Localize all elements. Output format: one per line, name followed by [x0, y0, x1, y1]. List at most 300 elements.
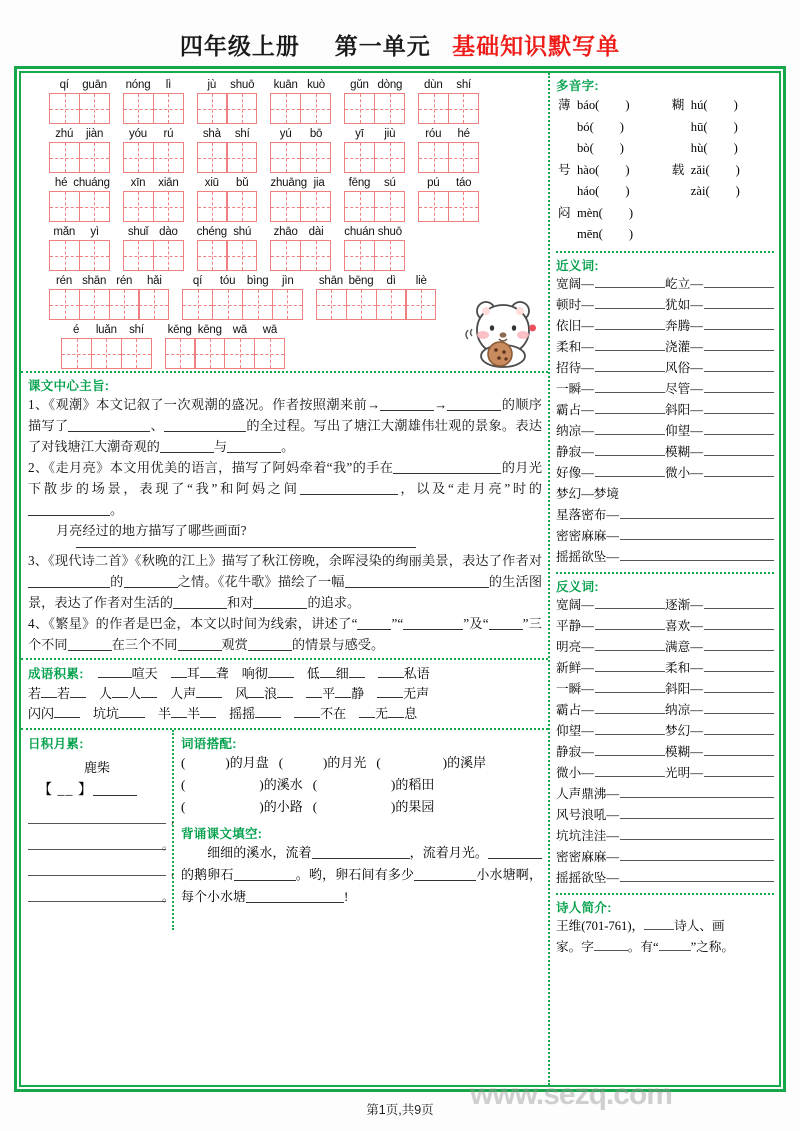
- fill-blank[interactable]: [320, 677, 336, 678]
- idiom-text: 若: [57, 686, 71, 701]
- static-text: 与: [213, 439, 228, 454]
- polyphone-character: [672, 225, 689, 245]
- fill-blank[interactable]: [704, 421, 774, 435]
- pinyin-syllable: rén: [116, 275, 133, 287]
- fill-blank[interactable]: [306, 697, 322, 698]
- word-pair[interactable]: [556, 826, 774, 847]
- character-write-box[interactable]: [212, 289, 243, 320]
- word-pair[interactable]: [556, 763, 665, 784]
- fill-blank[interactable]: [378, 677, 404, 678]
- character-write-box[interactable]: [182, 289, 213, 320]
- character-write-box[interactable]: [418, 93, 449, 124]
- polyphone-reading[interactable]: bò( ): [577, 141, 624, 155]
- pinyin-syllable: chéng: [196, 226, 227, 238]
- character-write-box[interactable]: [153, 93, 184, 124]
- fill-blank[interactable]: [359, 717, 375, 718]
- idiom-text: 浪: [264, 686, 278, 701]
- fill-blank[interactable]: [595, 274, 665, 288]
- fill-blank[interactable]: [253, 608, 307, 609]
- fill-blank[interactable]: [704, 700, 774, 714]
- fill-blank[interactable]: [704, 337, 774, 351]
- fill-blank[interactable]: [171, 677, 187, 678]
- word-prompt: 霸占—: [556, 702, 594, 717]
- collocation-row: [181, 752, 542, 774]
- word-pair[interactable]: [556, 679, 665, 700]
- word-pair[interactable]: [556, 463, 665, 484]
- word-prompt: 仰望—: [556, 723, 594, 738]
- collocation-item[interactable]: ( )的溪水: [181, 777, 303, 792]
- character-write-box[interactable]: [272, 289, 303, 320]
- word-pair[interactable]: [665, 400, 774, 421]
- word-pair[interactable]: [556, 721, 665, 742]
- word-prompt: 人声鼎沸—: [556, 786, 619, 801]
- word-pair[interactable]: [665, 316, 774, 337]
- character-write-box[interactable]: [79, 240, 110, 271]
- fill-blank[interactable]: [380, 410, 434, 411]
- fill-blank[interactable]: [595, 400, 665, 414]
- character-write-box[interactable]: [254, 338, 285, 369]
- poem-title: 鹿柴: [83, 760, 110, 775]
- collocation-item[interactable]: ( )的稻田: [312, 777, 435, 792]
- pinyin-word-group: [197, 175, 258, 222]
- character-write-box[interactable]: [448, 191, 479, 222]
- word-prompt: 摇摇欲坠—: [556, 549, 619, 564]
- fill-blank[interactable]: [595, 463, 665, 477]
- word-pair[interactable]: [556, 637, 665, 658]
- fill-blank[interactable]: [28, 515, 110, 516]
- fill-blank[interactable]: [620, 847, 774, 861]
- character-write-box[interactable]: [61, 338, 92, 369]
- word-prompt: 柔和—: [556, 339, 594, 354]
- character-write-box[interactable]: [418, 142, 449, 173]
- word-pair[interactable]: [665, 637, 774, 658]
- fill-blank[interactable]: [704, 295, 774, 309]
- fill-blank[interactable]: [595, 337, 665, 351]
- word-pair[interactable]: [665, 421, 774, 442]
- word-pair[interactable]: [665, 442, 774, 463]
- grade-label: 四年级上册: [179, 33, 300, 59]
- fill-blank[interactable]: [704, 721, 774, 735]
- fill-blank[interactable]: [112, 697, 128, 698]
- fill-blank[interactable]: [200, 677, 216, 678]
- fill-blank[interactable]: [28, 587, 110, 588]
- word-pair[interactable]: [556, 805, 774, 826]
- fill-blank[interactable]: [414, 880, 476, 881]
- fill-blank[interactable]: [377, 697, 403, 698]
- fill-blank[interactable]: [227, 452, 281, 453]
- fill-blank[interactable]: [620, 547, 774, 561]
- word-prompt: 模糊—: [665, 444, 703, 459]
- word-pair[interactable]: [665, 616, 774, 637]
- static-text: 的全过程。写出了塘江大潮雄伟壮观的景象。表达了对钱塘江大潮奇观的: [28, 418, 543, 454]
- character-write-box[interactable]: [197, 93, 228, 124]
- character-write-box[interactable]: [300, 93, 331, 124]
- fill-blank[interactable]: [704, 595, 774, 609]
- polyphone-reading[interactable]: hū( ): [690, 119, 738, 134]
- static-text: 。: [110, 502, 124, 517]
- character-write-box[interactable]: [79, 191, 110, 222]
- word-pair[interactable]: [665, 295, 774, 316]
- fill-blank[interactable]: [164, 431, 246, 432]
- collocation-noun: 的小路: [263, 799, 303, 814]
- fill-blank[interactable]: [595, 637, 665, 651]
- word-pair[interactable]: [556, 658, 665, 679]
- word-pair[interactable]: [665, 274, 774, 295]
- character-write-box[interactable]: [197, 142, 228, 173]
- idiom-text: 人: [99, 686, 113, 701]
- fill-blank[interactable]: [704, 742, 774, 756]
- character-write-box[interactable]: [344, 93, 375, 124]
- character-write-box[interactable]: [165, 338, 196, 369]
- fill-blank[interactable]: [141, 697, 157, 698]
- collocation-item[interactable]: ( )的果园: [312, 799, 435, 814]
- pinyin-syllable: rú: [163, 128, 174, 140]
- item-number: 4、: [28, 616, 49, 631]
- polyphone-character: [672, 118, 689, 138]
- word-pair[interactable]: [556, 505, 774, 526]
- fill-blank[interactable]: [98, 677, 132, 678]
- word-pair[interactable]: [556, 274, 665, 295]
- fill-blank[interactable]: [312, 858, 410, 859]
- fill-blank[interactable]: [595, 442, 665, 456]
- character-write-box[interactable]: [270, 191, 301, 222]
- polyphone-reading[interactable]: zǎi( ): [690, 162, 740, 177]
- character-write-box[interactable]: [448, 93, 479, 124]
- word-pair[interactable]: [556, 595, 665, 616]
- word-pair[interactable]: [556, 700, 665, 721]
- page-footer: 第1页,共9页: [366, 1103, 434, 1117]
- word-pair[interactable]: [665, 658, 774, 679]
- word-pair[interactable]: [556, 442, 665, 463]
- fill-blank[interactable]: [388, 717, 404, 718]
- word-pair[interactable]: [665, 463, 774, 484]
- word-prompt: 顿时—: [556, 297, 594, 312]
- word-pair[interactable]: [556, 868, 774, 889]
- character-write-box[interactable]: [153, 240, 184, 271]
- collocation-heading: 词语搭配:: [181, 737, 237, 751]
- fill-blank[interactable]: [393, 473, 447, 474]
- character-write-box[interactable]: [405, 289, 436, 320]
- character-write-box[interactable]: [123, 93, 154, 124]
- character-write-box[interactable]: [138, 289, 169, 320]
- polyphone-reading[interactable]: hù( ): [690, 141, 738, 155]
- fill-blank[interactable]: [417, 587, 489, 588]
- idiom-text: 摇摇: [229, 706, 256, 721]
- fill-blank[interactable]: [595, 595, 665, 609]
- fill-blank[interactable]: [595, 421, 665, 435]
- character-write-box[interactable]: [197, 191, 228, 222]
- word-pair[interactable]: [556, 337, 665, 358]
- fill-blank[interactable]: [345, 587, 417, 588]
- fill-blank[interactable]: [268, 677, 294, 678]
- idiom-text: 无: [375, 706, 389, 721]
- fill-blank[interactable]: [178, 650, 222, 651]
- character-write-box[interactable]: [49, 240, 80, 271]
- character-write-box[interactable]: [123, 142, 154, 173]
- collocation-row: [181, 774, 542, 796]
- collocation-item[interactable]: ( )的月光: [278, 755, 367, 770]
- word-prompt: 宽阔—: [556, 597, 594, 612]
- character-write-box[interactable]: [153, 142, 184, 173]
- fill-blank[interactable]: [173, 608, 227, 609]
- character-write-box[interactable]: [418, 191, 449, 222]
- polyphone-character: 薄: [558, 98, 571, 112]
- fill-blank[interactable]: [595, 679, 665, 693]
- character-write-box[interactable]: [270, 93, 301, 124]
- character-write-box[interactable]: [374, 191, 405, 222]
- fill-blank[interactable]: [704, 679, 774, 693]
- character-write-box[interactable]: [153, 191, 184, 222]
- word-prompt: 明亮—: [556, 639, 594, 654]
- word-prompt: 静寂—: [556, 444, 594, 459]
- word-pair[interactable]: [665, 595, 774, 616]
- character-write-box[interactable]: [49, 289, 80, 320]
- doc-type-label: 基础知识默写单: [452, 33, 621, 59]
- fill-blank[interactable]: [595, 616, 665, 630]
- watermark: www.sezq.com: [470, 1078, 672, 1111]
- word-pair[interactable]: [556, 295, 665, 316]
- polyphone-reading[interactable]: mēn( ): [577, 227, 634, 241]
- answer-line[interactable]: [76, 547, 416, 548]
- pinyin-word-group: [344, 224, 405, 271]
- fill-blank[interactable]: [704, 763, 774, 777]
- pinyin-word-group: [197, 224, 258, 271]
- polyphone-character: [558, 225, 575, 245]
- character-write-box[interactable]: [49, 93, 80, 124]
- pinyin-word-group: [123, 175, 184, 222]
- poem-author-bracket: 【 __ 】: [38, 779, 166, 799]
- fill-blank[interactable]: [704, 358, 774, 372]
- idiom-text: 不在: [320, 706, 347, 721]
- character-write-box[interactable]: [374, 142, 405, 173]
- fill-blank[interactable]: [124, 587, 178, 588]
- character-write-box[interactable]: [344, 142, 375, 173]
- character-write-box[interactable]: [346, 289, 377, 320]
- page-title: [0, 0, 800, 61]
- pinyin-syllable: kuò: [307, 79, 326, 91]
- character-write-box[interactable]: [300, 240, 331, 271]
- character-write-box[interactable]: [226, 191, 257, 222]
- idiom-text: 喧天: [131, 666, 158, 681]
- fill-blank[interactable]: [335, 697, 351, 698]
- collocation-item[interactable]: ( )的月盘: [181, 755, 269, 770]
- character-write-box[interactable]: [300, 142, 331, 173]
- fill-blank[interactable]: [620, 805, 774, 819]
- word-pair[interactable]: [556, 421, 665, 442]
- collocation-item[interactable]: ( )的小路: [181, 799, 303, 814]
- polyphone-reading[interactable]: báo( ): [577, 98, 630, 112]
- poem-blank-line[interactable]: [28, 831, 174, 852]
- polyphone-character: 闷: [558, 205, 571, 220]
- word-pair[interactable]: [665, 742, 774, 763]
- pinyin-syllable: bō: [309, 128, 323, 140]
- polyphone-reading[interactable]: bó( ): [577, 119, 624, 134]
- fill-blank[interactable]: [349, 677, 365, 678]
- static-text: 。哟，卵石间有多少: [295, 867, 415, 882]
- fill-blank[interactable]: [595, 721, 665, 735]
- fill-blank[interactable]: [403, 629, 437, 630]
- fill-blank[interactable]: [447, 410, 501, 411]
- fill-blank[interactable]: [300, 494, 398, 495]
- character-write-box[interactable]: [344, 191, 375, 222]
- fill-blank[interactable]: [704, 616, 774, 630]
- word-pair[interactable]: [665, 337, 774, 358]
- polyphone-reading[interactable]: zài( ): [690, 184, 740, 198]
- fill-blank[interactable]: [68, 650, 112, 651]
- character-write-box[interactable]: [374, 240, 405, 271]
- polyphone-reading[interactable]: háo( ): [577, 184, 630, 198]
- pinyin-word-group: [123, 77, 184, 124]
- fill-blank[interactable]: [488, 858, 542, 859]
- character-write-box[interactable]: [49, 142, 80, 173]
- word-pair[interactable]: [556, 358, 665, 379]
- static-text: 的: [110, 574, 124, 589]
- collocation-item[interactable]: ( )的溪岸: [376, 755, 487, 770]
- word-pair[interactable]: [665, 379, 774, 400]
- fill-blank[interactable]: [196, 697, 222, 698]
- character-write-box[interactable]: [374, 93, 405, 124]
- fill-blank[interactable]: [119, 717, 145, 718]
- poem-blank-line[interactable]: [28, 857, 174, 878]
- pinyin-syllable: luǎn: [95, 324, 117, 336]
- fill-blank[interactable]: [255, 717, 281, 718]
- word-pair[interactable]: [556, 526, 774, 547]
- character-write-box[interactable]: [316, 289, 347, 320]
- character-write-box[interactable]: [123, 191, 154, 222]
- word-pair[interactable]: [665, 679, 774, 700]
- character-write-box[interactable]: [344, 240, 375, 271]
- idiom-text: 坑坑: [93, 706, 120, 721]
- fill-blank[interactable]: [595, 763, 665, 777]
- idiom-text: 息: [404, 706, 418, 721]
- fill-blank[interactable]: [160, 452, 214, 453]
- pinyin-row: [21, 77, 548, 124]
- fill-blank[interactable]: [595, 658, 665, 672]
- fill-blank[interactable]: [70, 697, 86, 698]
- character-write-box[interactable]: [91, 338, 122, 369]
- word-pair[interactable]: [556, 379, 665, 400]
- character-write-box[interactable]: [376, 289, 407, 320]
- fill-blank[interactable]: [620, 868, 774, 882]
- fill-blank[interactable]: [41, 697, 57, 698]
- fill-blank[interactable]: [704, 637, 774, 651]
- fill-blank[interactable]: [704, 379, 774, 393]
- character-write-box[interactable]: [224, 338, 255, 369]
- fill-blank[interactable]: [54, 717, 80, 718]
- text-gist-section: [21, 373, 548, 658]
- fill-blank[interactable]: [248, 697, 264, 698]
- fill-blank[interactable]: [704, 658, 774, 672]
- character-write-box[interactable]: [194, 338, 225, 369]
- word-pair[interactable]: [665, 700, 774, 721]
- word-pair[interactable]: [556, 742, 665, 763]
- character-write-box[interactable]: [79, 142, 110, 173]
- fill-blank[interactable]: [704, 400, 774, 414]
- character-write-box[interactable]: [226, 240, 257, 271]
- character-write-box[interactable]: [270, 142, 301, 173]
- poem-blank-line[interactable]: [28, 883, 174, 904]
- word-pair[interactable]: [556, 616, 665, 637]
- fill-blank[interactable]: [171, 717, 187, 718]
- character-write-box[interactable]: [79, 289, 110, 320]
- fill-blank[interactable]: [595, 358, 665, 372]
- word-pair[interactable]: [556, 847, 774, 868]
- fill-blank[interactable]: [704, 442, 774, 456]
- idiom-section: [21, 660, 548, 728]
- fill-blank[interactable]: [620, 784, 774, 798]
- character-write-box[interactable]: [79, 93, 110, 124]
- fill-blank[interactable]: [234, 880, 296, 881]
- character-write-box[interactable]: [300, 191, 331, 222]
- word-pair[interactable]: [665, 358, 774, 379]
- fill-blank[interactable]: [704, 274, 774, 288]
- character-write-box[interactable]: [448, 142, 479, 173]
- fill-blank[interactable]: [437, 629, 463, 630]
- fill-blank[interactable]: [704, 463, 774, 477]
- word-pair[interactable]: [665, 721, 774, 742]
- fill-blank[interactable]: [489, 629, 523, 630]
- word-pair[interactable]: [556, 400, 665, 421]
- word-pair[interactable]: [556, 784, 774, 805]
- pinyin-syllable: hé: [457, 128, 470, 140]
- fill-blank[interactable]: [200, 717, 216, 718]
- word-prompt: 奔腾—: [665, 318, 703, 333]
- fill-blank[interactable]: [294, 717, 320, 718]
- fill-blank[interactable]: [248, 650, 292, 651]
- fill-blank[interactable]: [595, 742, 665, 756]
- fill-blank[interactable]: [620, 526, 774, 540]
- character-write-box[interactable]: [197, 240, 228, 271]
- fill-blank[interactable]: [620, 826, 774, 840]
- poem-blank-line[interactable]: [28, 805, 174, 826]
- fill-blank[interactable]: [357, 629, 391, 630]
- pinyin-syllable: bēng: [348, 275, 374, 287]
- polyphone-reading[interactable]: mèn( ): [577, 205, 634, 220]
- fill-blank[interactable]: [704, 316, 774, 330]
- pinyin-syllable: rén: [56, 275, 73, 287]
- fill-blank[interactable]: [595, 295, 665, 309]
- fill-blank[interactable]: [595, 316, 665, 330]
- fill-blank[interactable]: [68, 431, 150, 432]
- gist-item: [28, 613, 542, 655]
- polyphone-reading[interactable]: hào( ): [577, 162, 630, 177]
- fill-blank[interactable]: [277, 697, 293, 698]
- pinyin-syllable: shān: [318, 275, 343, 287]
- character-write-box[interactable]: [242, 289, 273, 320]
- fill-blank[interactable]: [595, 700, 665, 714]
- character-write-box[interactable]: [226, 142, 257, 173]
- character-write-box[interactable]: [270, 240, 301, 271]
- character-write-box[interactable]: [123, 240, 154, 271]
- fill-blank[interactable]: [447, 473, 501, 474]
- fill-blank[interactable]: [595, 379, 665, 393]
- recite-heading: 背诵课文填空:: [181, 827, 263, 841]
- character-write-box[interactable]: [226, 93, 257, 124]
- pinyin-syllable: jù: [207, 79, 217, 91]
- character-write-box[interactable]: [121, 338, 152, 369]
- pinyin-word-group: [270, 126, 331, 173]
- fill-blank[interactable]: [246, 902, 344, 903]
- polyphone-heading: 多音字:: [556, 79, 599, 93]
- word-pair[interactable]: [556, 316, 665, 337]
- word-pair[interactable]: [556, 547, 774, 568]
- polyphone-reading[interactable]: hú( ): [690, 98, 738, 112]
- word-pair[interactable]: [665, 763, 774, 784]
- word-prompt: 逐渐—: [665, 597, 703, 612]
- fill-blank[interactable]: [620, 505, 774, 519]
- character-write-box[interactable]: [49, 191, 80, 222]
- character-write-box[interactable]: [109, 289, 140, 320]
